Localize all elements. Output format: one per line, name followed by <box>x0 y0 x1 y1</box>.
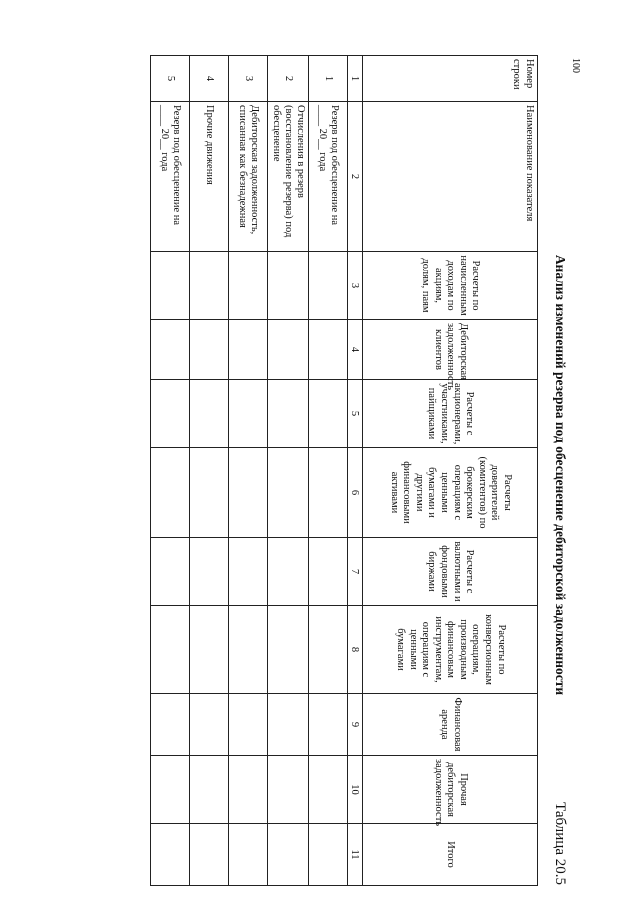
table-cell <box>150 824 189 886</box>
table-cell <box>309 538 348 606</box>
table-cell <box>189 824 228 886</box>
table-cell <box>189 320 228 380</box>
table-cell <box>189 538 228 606</box>
table-cell <box>309 824 348 886</box>
table-cell <box>228 756 267 824</box>
row-name: Прочие движения <box>189 102 228 252</box>
column-number-row <box>348 56 363 886</box>
col-number: 11 <box>348 824 363 886</box>
col-number: 1 <box>348 56 363 102</box>
table-cell <box>267 538 308 606</box>
table-cell <box>150 448 189 538</box>
rotated-sheet <box>90 55 568 885</box>
table-cell <box>150 694 189 756</box>
table-cell <box>267 448 308 538</box>
table-cell <box>228 252 267 320</box>
col-header: Расчеты с валютными и фондовыми биржами <box>363 538 538 606</box>
table-cell <box>309 756 348 824</box>
col-number: 6 <box>348 448 363 538</box>
table-cell <box>267 252 308 320</box>
table-cell <box>267 756 308 824</box>
col-number: 2 <box>348 102 363 252</box>
header-row <box>363 56 538 886</box>
row-number: 4 <box>189 56 228 102</box>
table-cell <box>150 756 189 824</box>
col-header: Расчеты по конверсионным операциям, производным финансовым инструментам, операциям с ценными бумагами <box>363 606 538 694</box>
document-title: Анализ изменений резерва под обесценение дебиторской задолженности <box>553 254 568 696</box>
table-cell <box>267 380 308 448</box>
page-number: 100 <box>570 58 581 73</box>
table-cell <box>228 694 267 756</box>
row-name: Отчисления в резерв (восстановление резерва) под обесценение <box>267 102 308 252</box>
col-number: 7 <box>348 538 363 606</box>
table-cell <box>228 606 267 694</box>
row-name: Резерв под обесценение на ____ 20__ года <box>309 102 348 252</box>
table-cell <box>150 538 189 606</box>
table-cell <box>150 606 189 694</box>
table-cell <box>228 824 267 886</box>
col-number: 4 <box>348 320 363 380</box>
row-number: 2 <box>267 56 308 102</box>
col-header: Прочая дебиторская задолженность <box>363 756 538 824</box>
table-cell <box>189 756 228 824</box>
row-number: 3 <box>228 56 267 102</box>
table-cell <box>189 252 228 320</box>
table-row <box>150 56 189 886</box>
table-cell <box>228 448 267 538</box>
table-cell <box>309 694 348 756</box>
col-header: Расчеты с акционерами, участниками, пайщиками <box>363 380 538 448</box>
table-cell <box>267 824 308 886</box>
table-cell <box>228 380 267 448</box>
table-cell <box>189 694 228 756</box>
table-caption: Таблица 20.5 <box>552 802 568 885</box>
col-header: Наименование показателя <box>363 102 538 252</box>
table-cell <box>150 320 189 380</box>
table-cell <box>189 606 228 694</box>
col-header: Финансовая аренда <box>363 694 538 756</box>
row-name: Дебиторская задолженность, списанная как безнадежная <box>228 102 267 252</box>
col-header: Расчеты доверителей (комитентов) по брокерским операциям с ценными бумагами и другими финансовыми активами <box>363 448 538 538</box>
table-cell <box>309 252 348 320</box>
table-cell <box>267 320 308 380</box>
sheet-content <box>90 55 568 885</box>
col-number: 3 <box>348 252 363 320</box>
row-name: Резерв под обесценение на ____ 20__ года <box>150 102 189 252</box>
table-cell <box>309 380 348 448</box>
table-cell <box>189 448 228 538</box>
table-cell <box>309 320 348 380</box>
col-number: 8 <box>348 606 363 694</box>
table-row <box>228 56 267 886</box>
row-number: 5 <box>150 56 189 102</box>
col-number: 10 <box>348 756 363 824</box>
table-cell <box>228 538 267 606</box>
col-number: 5 <box>348 380 363 448</box>
table-cell <box>150 380 189 448</box>
table-row <box>309 56 348 886</box>
table-cell <box>309 448 348 538</box>
table-row <box>189 56 228 886</box>
table-cell <box>267 606 308 694</box>
table-cell <box>309 606 348 694</box>
table-cell <box>228 320 267 380</box>
col-header: Итого <box>363 824 538 886</box>
row-number: 1 <box>309 56 348 102</box>
col-header: Дебиторская задолженность клиентов <box>363 320 538 380</box>
table-cell <box>267 694 308 756</box>
col-number: 9 <box>348 694 363 756</box>
col-header: Расчеты по начисленным доходам по акциям, долям, паям <box>363 252 538 320</box>
col-header: Номер строки <box>363 56 538 102</box>
table-cell <box>189 380 228 448</box>
table-row <box>267 56 308 886</box>
reserve-table <box>150 55 538 886</box>
table-cell <box>150 252 189 320</box>
